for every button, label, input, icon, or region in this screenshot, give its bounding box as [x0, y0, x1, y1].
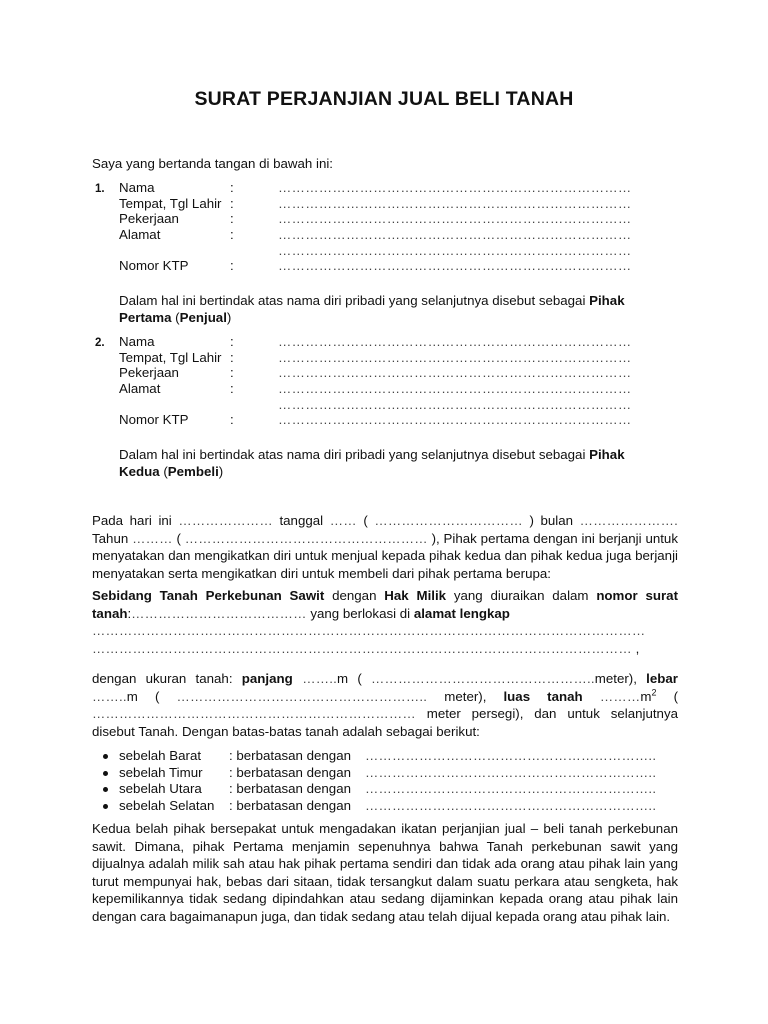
- year-blank: ………: [132, 530, 173, 546]
- date-blank: ……: [329, 513, 357, 528]
- text: ), Pihak pertama dengan ini berjanji untuk menyatakan dan mengikatkan diri untuk menjual kepada pihak kedua dan pihak kedua juga berjanji menyatakan serta mengikatkan diri untuk membeli dari pihak pertama berupa:: [92, 530, 678, 581]
- field-blank: ……………………………………………………………………: [278, 365, 632, 380]
- field-label: Alamat: [119, 227, 161, 242]
- length-blank: ……..: [292, 671, 338, 686]
- note-role: Pihak Pertama: [119, 293, 625, 325]
- text: yang diuraikan dalam: [446, 588, 597, 603]
- field-label: Pekerjaan: [119, 365, 179, 380]
- field-colon: :: [230, 258, 234, 273]
- year-words-blank: ………………………………………………: [184, 530, 428, 546]
- land-description-paragraph: [92, 587, 678, 657]
- boundary-text: : berbatasan dengan: [229, 797, 351, 813]
- field-label: Alamat: [119, 381, 161, 396]
- text: m (: [337, 671, 372, 686]
- land-type: Sebidang Tanah Perkebunan Sawit: [92, 588, 325, 603]
- text: :: [127, 605, 132, 621]
- length-words-blank: …………………………………………..: [371, 671, 595, 686]
- field-label: Nomor KTP: [119, 258, 189, 273]
- intro-text: Saya yang bertanda tangan di bawah ini:: [92, 156, 333, 171]
- address-blank-2: …………………………………………………………………………………………………………: [92, 640, 632, 656]
- address-blank-1: ……………………………………………………………………………………………………………: [92, 623, 646, 638]
- boundary-blank: ………………………………………………………..: [365, 781, 657, 796]
- width-blank: ……..: [92, 688, 127, 704]
- agreement-terms-paragraph: Kedua belah pihak bersepakat untuk mengadakan ikatan perjanjian jual – beli tanah perkebunan sawit. Dimana, pihak Pertama menjamin sepenuhnya bahwa Tanah perkebunan sawit yang dijualnya adalah milik sah atau hak pihak pertama sendiri dan tidak ada orang atau pihak lain yang turut mempunyai hak, bebas dari sitaan, tidak tersangkut dalam suatu perkara atau sengketa, hak kepemilikannya tidak sedang dipindahkan atau sedang dijaminkan kepada orang atau pihak lain dengan cara bagaimanapun juga, dan tidak sedang atau telah dijual kepada orang atau pihak lain.: [92, 821, 678, 924]
- bullet-icon: [103, 787, 108, 792]
- date-words-blank: ……………………………: [374, 513, 523, 528]
- party-2-number: 2.: [95, 337, 105, 349]
- party-1-note: [119, 292, 661, 326]
- length-label: panjang: [241, 671, 293, 686]
- bullet-icon: [103, 804, 108, 809]
- boundary-side: sebelah Utara: [119, 781, 202, 796]
- field-label: Nama: [119, 334, 155, 349]
- field-blank: ……………………………………………………………………: [278, 350, 632, 365]
- note-text: ): [226, 310, 232, 325]
- text: ,: [631, 640, 640, 656]
- boundary-text: : berbatasan dengan: [229, 781, 351, 796]
- field-blank: ……………………………………………………………………: [278, 258, 632, 273]
- boundary-blank: ………………………………………………………..: [365, 748, 657, 763]
- land-size-paragraph: [92, 670, 678, 740]
- note-role-alias: Pembeli: [167, 464, 219, 479]
- field-blank: ……………………………………………………………………: [278, 381, 632, 396]
- area-words-blank: ………………………………………………………………: [92, 706, 416, 721]
- text: ) bulan: [522, 513, 580, 528]
- month-blank: ………………….: [579, 513, 679, 528]
- field-colon: :: [230, 227, 234, 242]
- superscript: 2: [651, 687, 657, 698]
- boundary-text: : berbatasan dengan: [229, 764, 351, 780]
- field-label: Nomor KTP: [119, 412, 189, 427]
- boundary-blank: ………………………………………………………..: [365, 764, 657, 780]
- boundary-side: sebelah Barat: [119, 748, 202, 763]
- note-text: ): [218, 464, 224, 479]
- field-colon: :: [230, 365, 234, 380]
- text: (: [356, 513, 375, 528]
- field-blank: ……………………………………………………………………: [278, 397, 632, 412]
- boundary-text: : berbatasan dengan: [229, 748, 351, 763]
- field-blank: ……………………………………………………………………: [278, 180, 632, 195]
- address-label: alamat lengkap: [413, 605, 510, 621]
- note-role-alias: Penjual: [179, 310, 227, 325]
- party-2-note: [119, 446, 661, 480]
- boundary-blank: ………………………………………………………..: [365, 797, 657, 813]
- land-letter-blank: …………………………………: [131, 605, 307, 621]
- ownership-type: Hak Milik: [384, 588, 447, 603]
- field-label: Pekerjaan: [119, 211, 179, 226]
- text: meter persegi), dan untuk selanjutnya disebut Tanah. Dengan batas-batas tanah adalah sebagai berikut:: [92, 706, 678, 739]
- text: (: [656, 688, 679, 704]
- field-label: Tempat, Tgl Lahir: [119, 350, 222, 365]
- boundary-side: sebelah Timur: [119, 764, 203, 780]
- field-colon: :: [230, 334, 234, 349]
- text: dengan ukuran tanah:: [92, 671, 242, 686]
- field-colon: :: [230, 350, 234, 365]
- width-words-blank: ………………………………………………..: [176, 688, 428, 704]
- party-1-number: 1.: [95, 183, 105, 195]
- text: m (: [126, 688, 177, 704]
- text: Tahun: [92, 530, 133, 546]
- note-text: Dalam hal ini bertindak atas nama diri pribadi yang selanjutnya disebut sebagai: [119, 293, 590, 308]
- area-blank: ………: [582, 688, 641, 704]
- day-blank: …………………: [178, 513, 273, 528]
- text: (: [172, 530, 185, 546]
- text: tanggal: [272, 513, 330, 528]
- document-title: SURAT PERJANJIAN JUAL BELI TANAH: [194, 88, 574, 110]
- field-label: Nama: [119, 180, 155, 195]
- field-blank: ……………………………………………………………………: [278, 412, 632, 427]
- text: dengan: [324, 588, 385, 603]
- field-colon: :: [230, 412, 234, 427]
- field-colon: :: [230, 211, 234, 226]
- field-blank: ……………………………………………………………………: [278, 243, 632, 258]
- field-blank: ……………………………………………………………………: [278, 334, 632, 349]
- bullet-icon: [103, 771, 108, 776]
- field-blank: ……………………………………………………………………: [278, 211, 632, 226]
- note-text: Dalam hal ini bertindak atas nama diri pribadi yang selanjutnya disebut sebagai: [119, 447, 590, 462]
- width-label: lebar: [646, 671, 678, 686]
- field-blank: ……………………………………………………………………: [278, 227, 632, 242]
- area-label: luas tanah: [503, 688, 583, 704]
- note-text: (: [159, 464, 168, 479]
- text: m: [640, 688, 652, 704]
- text: meter),: [594, 671, 647, 686]
- field-label: Tempat, Tgl Lahir: [119, 196, 222, 211]
- note-text: (: [171, 310, 180, 325]
- boundary-side: sebelah Selatan: [119, 797, 215, 813]
- field-blank: ……………………………………………………………………: [278, 196, 632, 211]
- text: meter),: [427, 688, 504, 704]
- text: Pada hari ini: [92, 513, 179, 528]
- land-letter-label: nomor surat tanah: [92, 588, 679, 621]
- field-colon: :: [230, 196, 234, 211]
- bullet-icon: [103, 754, 108, 759]
- note-role: Pihak Kedua: [119, 447, 625, 479]
- field-colon: :: [230, 180, 234, 195]
- field-colon: :: [230, 381, 234, 396]
- agreement-date-paragraph: [92, 512, 678, 582]
- text: yang berlokasi di: [306, 605, 414, 621]
